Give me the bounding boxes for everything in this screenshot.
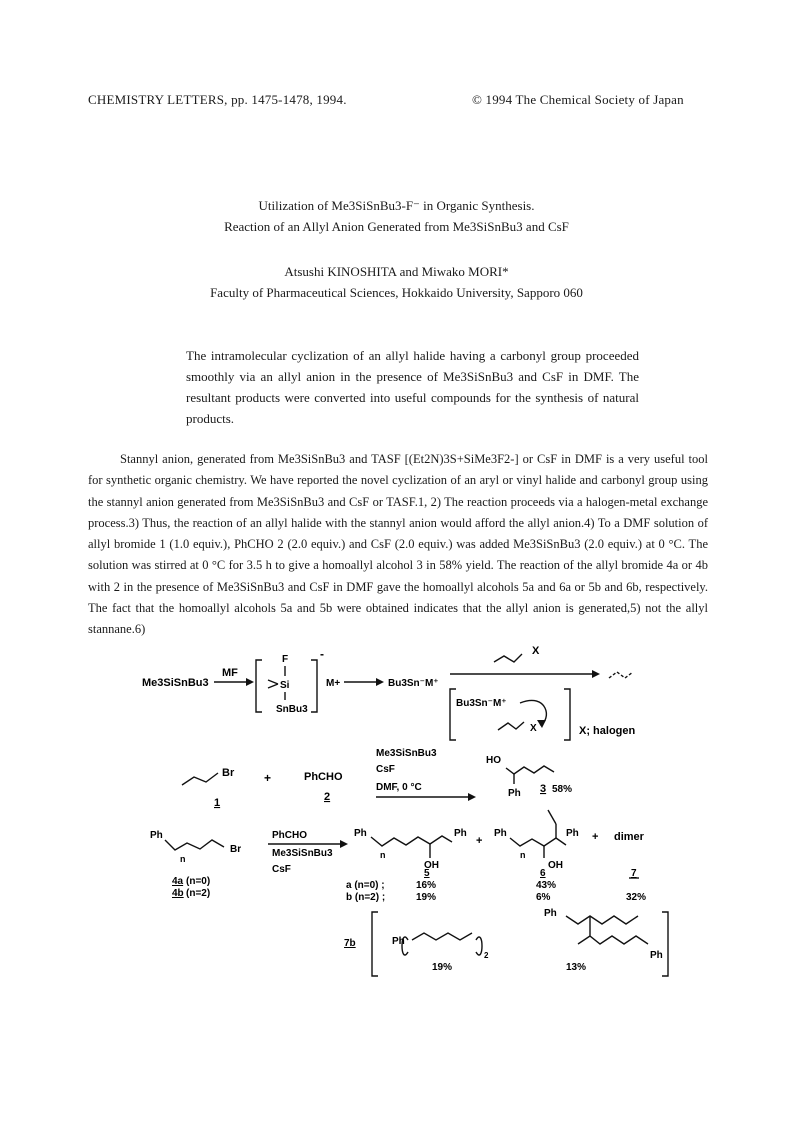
yield-6b: 6%: [536, 892, 551, 903]
p5-ph2: Ph: [454, 828, 467, 839]
yield-5b: 19%: [416, 892, 437, 903]
inner-stannyl-label: Bu3Sn⁻M⁺: [456, 698, 507, 709]
bracket-7b-right: [662, 912, 668, 976]
allyl-halide-top: [494, 654, 522, 662]
compound-6: 6: [540, 868, 546, 879]
p6-ph1: Ph: [494, 828, 507, 839]
label-4a: 4a: [172, 876, 184, 887]
yield-3: 58%: [552, 784, 573, 795]
silicon-label: Si: [280, 680, 290, 691]
condition-csf: CsF: [376, 764, 395, 775]
paper-title-line2: Reaction of an Allyl Anion Generated from Me3SiSnBu3 and CsF: [224, 219, 569, 234]
product-6: [510, 838, 566, 846]
label-4a-cond: (n=0): [186, 876, 211, 887]
inner-bracket-left: [450, 689, 456, 740]
compound-7: 7: [631, 868, 637, 879]
compound-3: 3: [540, 783, 547, 795]
p5-oh: OH: [424, 860, 439, 871]
plus-sign-3: +: [592, 831, 599, 843]
snbu3-label: SnBu3: [276, 704, 308, 715]
row-b-label: b (n=2) ;: [346, 892, 386, 903]
yield-7: 32%: [626, 892, 647, 903]
inner-x-label: X: [530, 723, 537, 734]
plus-sign: +: [264, 771, 272, 785]
allyl-anion: [609, 672, 633, 678]
bracket-left: [256, 660, 262, 712]
authors: Atsushi KINOSHITA and Miwako MORI*: [284, 264, 509, 279]
scheme3-cond-phcho: PhCHO: [272, 830, 307, 841]
plus-sign-2: +: [476, 835, 483, 847]
scheme3-cond-reagent: Me3SiSnBu3: [272, 848, 333, 859]
dimer-ph-2: Ph: [544, 908, 557, 919]
inner-allyl: [498, 722, 524, 730]
affiliation: Faculty of Pharmaceutical Sciences, Hokkaido University, Sapporo 060: [210, 285, 583, 300]
label-7b: 7b: [344, 938, 356, 949]
label-4b: 4b: [172, 888, 184, 899]
compound-1: 1: [214, 797, 221, 809]
compound-5: 5: [424, 868, 430, 879]
stannyl-anion-label: Bu3Sn⁻M⁺: [388, 678, 439, 689]
ho-label: HO: [486, 755, 501, 766]
yield-6a: 43%: [536, 880, 557, 891]
row-a-label: a (n=0) ;: [346, 880, 385, 891]
charge-label: -: [320, 647, 324, 661]
dimer-unit-2: [566, 916, 638, 924]
product-5: [371, 836, 452, 846]
p5-n: n: [380, 850, 386, 860]
yield-dimer-1: 19%: [432, 962, 453, 973]
condition-reagent: Me3SiSnBu3: [376, 748, 437, 759]
bracket-right: [311, 660, 317, 712]
p6-oh: OH: [548, 860, 563, 871]
p6-ph2: Ph: [566, 828, 579, 839]
condition-dmf: DMF, 0 °C: [376, 782, 422, 793]
halide-x-label: X: [532, 645, 540, 657]
br-label-1: Br: [222, 767, 235, 779]
dimer-subscript: 2: [484, 951, 489, 960]
dimer-unit-1: [412, 933, 472, 940]
copyright-notice: © 1994 The Chemical Society of Japan: [472, 92, 684, 107]
yield-dimer-2: 13%: [566, 962, 587, 973]
body-text: [88, 449, 708, 641]
paper-title-line1: Utilization of Me3SiSnBu3-F⁻ in Organic Synthesis.: [258, 198, 535, 213]
n-label-4: n: [180, 854, 186, 864]
allyl-bromide-1: [182, 773, 218, 785]
p6-n: n: [520, 850, 526, 860]
reaction-schemes: [0, 640, 793, 1000]
scheme3-cond-csf: CsF: [272, 864, 291, 875]
bracket-7b-left: [372, 912, 378, 976]
body-paragraph: Stannyl anion, generated from Me3SiSnBu3 and TASF [(Et2N)3S+SiMe3F2-] or CsF in DMF is a very useful tool for synthetic organic chemistry. We have reported the novel cyclization of an aryl or vinyl halide and carbonyl group using the stannyl anion generated from Me3SiSnBu3 and CsF or TASF.1, 2) The reaction proceeds via a halogen-metal exchange process.3) Thus, the reaction of an allyl halide with the stannyl anion would afford the allyl anion.4) To a DMF solution of allyl bromide 1 (1.0 equiv.), PhCHO 2 (2.0 equiv.) and CsF (2.0 equiv.) was added Me3SiSnBu3 (2.0 equiv.) at 0 °C. The solution was stirred at 0 °C for 3.5 h to give a homoallyl alcohol 3 in 58% yield. The reaction of the allyl bromide 4a or 4b with 2 in the presence of Me3SiSnBu3 and CsF in DMF gave the homoallyl alcohols 5a and 6a or 5b and 6b, respectively. The fact that the homoallyl alcohols 5a and 5b were obtained indicates that the allyl anion is generated,5) not the allyl stannane.6): [88, 452, 708, 637]
ph-label-3: Ph: [508, 788, 521, 799]
dimer-ph-3: Ph: [650, 950, 663, 961]
abstract: [186, 345, 639, 429]
label-4b-cond: (n=2): [186, 888, 211, 899]
journal-citation: CHEMISTRY LETTERS, pp. 1475-1478, 1994.: [88, 92, 347, 107]
dimer-ph-1: Ph: [392, 936, 405, 947]
halogen-note: X; halogen: [579, 725, 636, 737]
scheme1-reagent: Me3SiSnBu3: [142, 677, 209, 689]
paren-right: [476, 937, 482, 955]
homoallyl-alcohol-3: [506, 766, 554, 774]
cation-label: M+: [326, 678, 341, 689]
ph-label-4: Ph: [150, 830, 163, 841]
br-label-4: Br: [230, 844, 242, 855]
compound-2: 2: [324, 791, 331, 803]
scheme1-arrow-label: MF: [222, 667, 238, 679]
fluoride-label: F: [282, 654, 289, 665]
phcho-label: PhCHO: [304, 771, 343, 783]
dimer-label: dimer: [614, 831, 644, 843]
bromide-4: [165, 840, 224, 850]
p5-ph1: Ph: [354, 828, 367, 839]
yield-5a: 16%: [416, 880, 437, 891]
abstract-text: The intramolecular cyclization of an allyl halide having a carbonyl group proceeded smoothly via an allyl anion in the presence of Me3SiSnBu3 and CsF in DMF. The resultant products were converted into useful compounds for the synthesis of natural products.: [186, 348, 639, 426]
